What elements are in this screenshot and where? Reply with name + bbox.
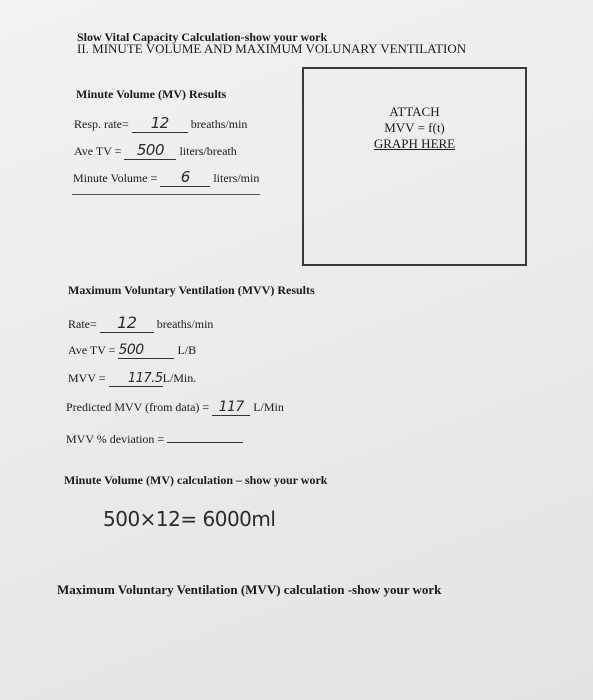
predicted-mvv-label: Predicted MVV (from data) = (66, 400, 210, 414)
graph-box-line3: GRAPH HERE (373, 136, 456, 151)
graph-box-line2: MVV = f(t) (384, 120, 445, 135)
minute-volume-unit: liters/min (213, 171, 260, 185)
mv-calc-heading: Minute Volume (MV) calculation – show your work (64, 473, 328, 487)
minute-volume-label: Minute Volume = (73, 171, 158, 185)
mvv-rate-label: Rate= (68, 317, 97, 331)
mvv-rate-row (68, 313, 213, 333)
mvv-ave-tv-value: 500 (118, 342, 174, 359)
mvv-ave-tv-label: Ave TV = (68, 343, 116, 357)
predicted-mvv-value: 117 (212, 399, 250, 416)
mvv-deviation-row (66, 430, 243, 447)
mv-ave-tv-value: 500 (124, 141, 176, 160)
mvv-deviation-label: MVV % deviation = (66, 432, 165, 446)
worksheet-title: Slow Vital Capacity Calculation-show your work (77, 30, 328, 44)
minute-volume-value: 6 (160, 168, 210, 187)
resp-rate-value: 12 (132, 114, 188, 133)
section-heading: II. MINUTE VOLUME AND MAXIMUM VOLUNARY VENTILATION (77, 41, 467, 56)
mv-ave-tv-label: Ave TV = (74, 144, 122, 158)
predicted-mvv-row (66, 399, 284, 416)
mvv-deviation-blank (167, 430, 243, 443)
mvv-calc-heading: Maximum Voluntary Ventilation (MVV) calculation -show your work (57, 582, 442, 597)
mvv-rate-unit: breaths/min (156, 317, 214, 331)
graph-attach-box (302, 67, 527, 266)
resp-rate-label: Resp. rate= (74, 117, 129, 131)
predicted-mvv-unit: L/Min (253, 400, 284, 414)
mvv-results-heading: Maximum Voluntary Ventilation (MVV) Results (68, 283, 315, 297)
mvv-ave-tv-row (68, 342, 196, 359)
resp-rate-row (74, 114, 247, 133)
mv-ave-tv-unit: liters/breath (179, 144, 237, 158)
mvv-label: MVV = (68, 371, 106, 385)
mvv-value: 117.5 (109, 371, 163, 387)
resp-rate-unit: breaths/min (190, 117, 248, 131)
graph-box-line1: ATTACH (389, 104, 440, 119)
mvv-row (68, 371, 196, 387)
mv-ave-tv-row (74, 141, 237, 160)
minute-volume-row (73, 168, 259, 187)
mvv-unit: L/Min. (162, 371, 197, 385)
mv-results-heading: Minute Volume (MV) Results (76, 87, 227, 101)
mv-calc-work: 500×12= 6000ml (103, 507, 276, 531)
mv-divider (72, 194, 260, 195)
mvv-rate-value: 12 (100, 313, 154, 333)
mvv-ave-tv-unit: L/B (177, 343, 197, 357)
